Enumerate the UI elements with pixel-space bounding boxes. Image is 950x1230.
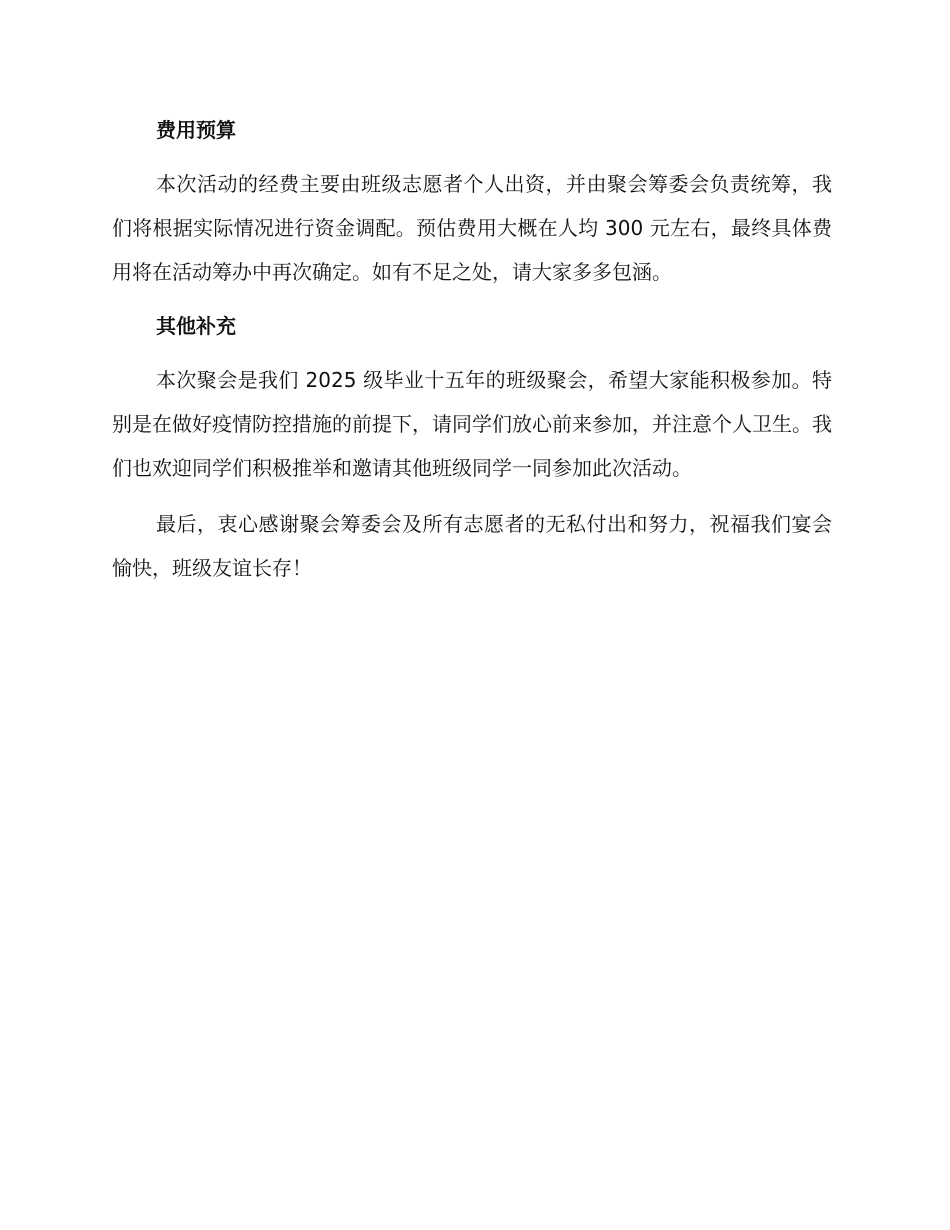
paragraph-other-1: 本次聚会是我们 2025 级毕业十五年的班级聚会，希望大家能积极参加。特别是在做好疫情防控措施的前提下，请同学们放心前来参加，并注意个人卫生。我们也欢迎同学们积极推举和邀请其他班级同学一同参加此次活动。 bbox=[112, 368, 832, 480]
document-page bbox=[112, 110, 832, 602]
paragraph-budget: 本次活动的经费主要由班级志愿者个人出资，并由聚会筹委会负责统筹，我们将根据实际情况进行资金调配。预估费用大概在人均 300 元左右，最终具体费用将在活动筹办中再次确定。如有不足之处，请大家多多包涵。 bbox=[112, 172, 832, 284]
section-budget bbox=[112, 110, 832, 294]
section-heading-budget: 费用预算 bbox=[156, 118, 236, 142]
section-other bbox=[112, 306, 832, 590]
paragraph-other-2: 最后，衷心感谢聚会筹委会及所有志愿者的无私付出和努力，祝福我们宴会愉快，班级友谊长存！ bbox=[112, 512, 832, 580]
section-heading-other: 其他补充 bbox=[156, 314, 236, 338]
